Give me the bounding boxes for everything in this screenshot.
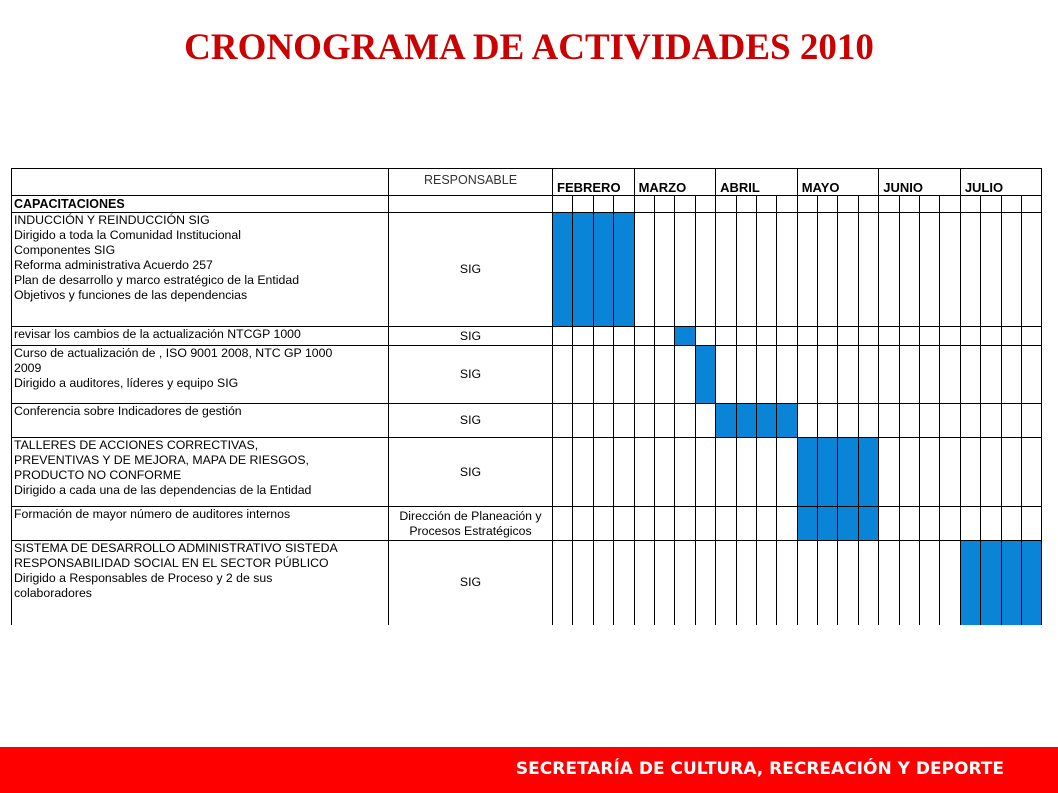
week-cell xyxy=(654,213,674,327)
week-cell xyxy=(756,213,776,327)
week-cell xyxy=(1021,507,1041,541)
activity-line: Dirigido a cada una de las dependencias de la Entidad xyxy=(14,483,312,497)
week-cell xyxy=(654,327,674,346)
week-cell xyxy=(940,404,960,438)
week-cell xyxy=(675,404,695,438)
week-cell xyxy=(899,541,919,625)
month-header-3: ABRIL xyxy=(716,169,798,196)
week-cell-active xyxy=(838,438,858,507)
week-cell xyxy=(695,438,715,507)
week-cell xyxy=(960,213,980,327)
week-cell xyxy=(879,327,899,346)
activity-cell xyxy=(12,213,389,327)
footer-bar xyxy=(0,747,1058,793)
week-cell xyxy=(716,196,736,213)
week-cell xyxy=(777,541,797,625)
week-cell xyxy=(614,196,634,213)
week-cell xyxy=(614,404,634,438)
week-cell-active xyxy=(858,438,878,507)
week-cell-active xyxy=(838,507,858,541)
activity-line: Dirigido a auditores, líderes y equipo SIG xyxy=(14,376,239,390)
week-cell xyxy=(1021,346,1041,404)
week-cell xyxy=(1001,404,1021,438)
week-cell xyxy=(838,213,858,327)
month-header-4: MAYO xyxy=(797,169,879,196)
activity-row xyxy=(12,346,1042,404)
week-cell xyxy=(553,346,573,404)
section-row xyxy=(12,196,1042,213)
week-cell xyxy=(654,346,674,404)
week-cell-active xyxy=(858,507,878,541)
week-cell xyxy=(879,541,899,625)
activity-line: PRODUCTO NO CONFORME xyxy=(14,468,182,482)
week-cell xyxy=(716,541,736,625)
section-responsible-cell xyxy=(389,196,553,213)
week-cell xyxy=(818,541,838,625)
week-cell xyxy=(736,541,756,625)
week-cell xyxy=(858,327,878,346)
week-cell xyxy=(899,327,919,346)
week-cell xyxy=(553,327,573,346)
header-row xyxy=(12,169,1042,196)
week-cell xyxy=(879,507,899,541)
week-cell xyxy=(593,196,613,213)
responsible-line: Procesos Estratégicos xyxy=(409,523,532,538)
week-cell xyxy=(695,213,715,327)
week-cell xyxy=(756,438,776,507)
week-cell xyxy=(675,541,695,625)
responsible-line: Dirección de Planeación y xyxy=(399,508,542,523)
week-cell xyxy=(573,404,593,438)
week-cell xyxy=(634,327,654,346)
activity-line: PREVENTIVAS Y DE MEJORA, MAPA DE RIESGOS, xyxy=(14,453,309,467)
week-cell xyxy=(593,438,613,507)
week-cell xyxy=(553,404,573,438)
week-cell xyxy=(614,346,634,404)
week-cell xyxy=(736,346,756,404)
week-cell xyxy=(1021,213,1041,327)
week-cell xyxy=(797,196,817,213)
week-cell xyxy=(634,507,654,541)
activity-row xyxy=(12,213,1042,327)
week-cell xyxy=(573,327,593,346)
week-cell xyxy=(797,346,817,404)
week-cell xyxy=(818,404,838,438)
week-cell xyxy=(736,438,756,507)
activity-cell xyxy=(12,507,389,541)
week-cell xyxy=(614,541,634,625)
activity-row xyxy=(12,327,1042,346)
week-cell xyxy=(1001,346,1021,404)
week-cell xyxy=(899,404,919,438)
activity-line: Conferencia sobre Indicadores de gestión xyxy=(14,404,242,418)
week-cell-active xyxy=(981,541,1001,625)
week-cell xyxy=(940,196,960,213)
week-cell xyxy=(940,346,960,404)
week-cell-active xyxy=(593,213,613,327)
week-cell xyxy=(756,327,776,346)
week-cell xyxy=(634,196,654,213)
week-cell xyxy=(818,213,838,327)
week-cell xyxy=(920,213,940,327)
footer-text: SECRETARÍA DE CULTURA, RECREACIÓN Y DEPORTE xyxy=(515,759,1004,779)
week-cell-active xyxy=(1001,541,1021,625)
week-cell xyxy=(858,213,878,327)
week-cell xyxy=(654,196,674,213)
week-cell xyxy=(960,438,980,507)
week-cell xyxy=(756,346,776,404)
week-cell xyxy=(553,438,573,507)
week-cell xyxy=(593,507,613,541)
week-cell xyxy=(858,404,878,438)
week-cell xyxy=(716,327,736,346)
week-cell xyxy=(960,507,980,541)
week-cell xyxy=(716,213,736,327)
activity-line: Curso de actualización de , ISO 9001 2008, NTC GP 1000 xyxy=(14,346,333,360)
week-cell xyxy=(960,346,980,404)
week-cell xyxy=(695,404,715,438)
week-cell-active xyxy=(960,541,980,625)
activity-line: Plan de desarrollo y marco estratégico de la Entidad xyxy=(14,273,300,287)
week-cell xyxy=(838,346,858,404)
week-cell xyxy=(614,327,634,346)
week-cell xyxy=(675,213,695,327)
week-cell xyxy=(756,507,776,541)
week-cell xyxy=(614,438,634,507)
week-cell xyxy=(920,346,940,404)
week-cell xyxy=(797,541,817,625)
activity-line: Formación de mayor número de auditores internos xyxy=(14,507,291,521)
week-cell xyxy=(1001,507,1021,541)
activity-line: colaboradores xyxy=(14,586,92,600)
week-cell xyxy=(695,541,715,625)
week-cell xyxy=(777,438,797,507)
week-cell xyxy=(981,327,1001,346)
activity-line: revisar los cambios de la actualización NTCGP 1000 xyxy=(14,327,301,341)
week-cell-active xyxy=(614,213,634,327)
activity-line: Reforma administrativa Acuerdo 257 xyxy=(14,258,213,272)
week-cell-active xyxy=(736,404,756,438)
responsible-cell: SIG xyxy=(389,404,553,438)
week-cell xyxy=(879,213,899,327)
activity-line: INDUCCIÓN Y REINDUCCIÓN SIG xyxy=(14,213,210,227)
page-title: CRONOGRAMA DE ACTIVIDADES 2010 xyxy=(184,27,874,68)
week-cell xyxy=(879,196,899,213)
week-cell xyxy=(940,213,960,327)
week-cell xyxy=(797,327,817,346)
activity-line: Dirigido a toda la Comunidad Institucional xyxy=(14,228,241,242)
week-cell xyxy=(716,346,736,404)
week-cell-active xyxy=(777,404,797,438)
week-cell xyxy=(858,346,878,404)
week-cell xyxy=(899,196,919,213)
week-cell xyxy=(675,507,695,541)
header-activity-cell xyxy=(12,169,389,196)
activity-row xyxy=(12,438,1042,507)
week-cell xyxy=(614,507,634,541)
responsible-cell: SIG xyxy=(389,346,553,404)
week-cell xyxy=(838,404,858,438)
activity-line: Componentes SIG xyxy=(14,243,116,257)
week-cell xyxy=(654,541,674,625)
week-cell xyxy=(1021,327,1041,346)
week-cell xyxy=(879,438,899,507)
week-cell xyxy=(573,507,593,541)
week-cell-active xyxy=(553,213,573,327)
week-cell xyxy=(920,507,940,541)
week-cell xyxy=(777,196,797,213)
week-cell xyxy=(553,507,573,541)
week-cell xyxy=(879,404,899,438)
week-cell xyxy=(920,541,940,625)
week-cell xyxy=(797,213,817,327)
week-cell-active xyxy=(756,404,776,438)
week-cell xyxy=(818,196,838,213)
week-cell xyxy=(573,438,593,507)
activity-line: SISTEMA DE DESARROLLO ADMINISTRATIVO SISTEDA xyxy=(14,541,338,555)
week-cell xyxy=(1001,327,1021,346)
section-title: CAPACITACIONES xyxy=(12,196,389,213)
week-cell xyxy=(981,196,1001,213)
week-cell-active xyxy=(695,346,715,404)
responsible-cell: SIG xyxy=(389,438,553,507)
week-cell xyxy=(634,404,654,438)
week-cell xyxy=(634,438,654,507)
week-cell-active xyxy=(675,327,695,346)
activity-line: 2009 xyxy=(14,361,42,375)
week-cell xyxy=(654,404,674,438)
week-cell xyxy=(818,327,838,346)
activity-row xyxy=(12,541,1042,625)
week-cell xyxy=(573,541,593,625)
activity-cell xyxy=(12,541,389,625)
week-cell xyxy=(981,507,1001,541)
schedule-table xyxy=(11,168,1042,625)
week-cell xyxy=(736,327,756,346)
month-header-5: JUNIO xyxy=(879,169,961,196)
week-cell xyxy=(634,346,654,404)
week-cell xyxy=(1001,438,1021,507)
week-cell xyxy=(920,196,940,213)
week-cell xyxy=(981,438,1001,507)
week-cell xyxy=(981,346,1001,404)
activity-cell xyxy=(12,438,389,507)
week-cell xyxy=(981,404,1001,438)
week-cell xyxy=(675,438,695,507)
week-cell xyxy=(695,327,715,346)
week-cell xyxy=(675,196,695,213)
week-cell xyxy=(1021,438,1041,507)
month-header-6: JULIO xyxy=(960,169,1042,196)
week-cell xyxy=(736,196,756,213)
week-cell xyxy=(777,213,797,327)
week-cell xyxy=(716,438,736,507)
week-cell xyxy=(1001,196,1021,213)
week-cell xyxy=(1021,404,1041,438)
week-cell xyxy=(593,346,613,404)
week-cell xyxy=(553,541,573,625)
week-cell-active xyxy=(573,213,593,327)
week-cell xyxy=(695,507,715,541)
week-cell xyxy=(920,327,940,346)
responsible-cell: SIG xyxy=(389,541,553,625)
week-cell xyxy=(981,213,1001,327)
week-cell xyxy=(573,196,593,213)
week-cell xyxy=(777,327,797,346)
activity-line: TALLERES DE ACCIONES CORRECTIVAS, xyxy=(14,438,259,452)
responsible-cell: SIG xyxy=(389,213,553,327)
activity-cell xyxy=(12,404,389,438)
week-cell xyxy=(920,404,940,438)
month-header-2: MARZO xyxy=(634,169,716,196)
responsible-cell xyxy=(389,507,553,541)
activity-cell xyxy=(12,346,389,404)
week-cell xyxy=(756,541,776,625)
week-cell xyxy=(736,507,756,541)
week-cell xyxy=(899,346,919,404)
activity-line: RESPONSABILIDAD SOCIAL EN EL SECTOR PÚBLICO xyxy=(14,556,329,570)
week-cell xyxy=(695,196,715,213)
responsible-cell: SIG xyxy=(389,327,553,346)
week-cell-active xyxy=(797,507,817,541)
activity-line: Objetivos y funciones de las dependencias xyxy=(14,288,248,302)
week-cell xyxy=(940,438,960,507)
week-cell xyxy=(1001,213,1021,327)
week-cell xyxy=(858,541,878,625)
week-cell xyxy=(654,507,674,541)
week-cell xyxy=(899,438,919,507)
week-cell xyxy=(675,346,695,404)
week-cell xyxy=(553,196,573,213)
week-cell xyxy=(920,438,940,507)
week-cell-active xyxy=(818,507,838,541)
week-cell xyxy=(858,196,878,213)
activity-line: Dirigido a Responsables de Proceso y 2 de sus xyxy=(14,571,273,585)
week-cell xyxy=(940,541,960,625)
week-cell xyxy=(593,541,613,625)
week-cell xyxy=(797,404,817,438)
week-cell xyxy=(940,327,960,346)
week-cell xyxy=(634,213,654,327)
week-cell-active xyxy=(716,404,736,438)
week-cell xyxy=(593,327,613,346)
week-cell xyxy=(654,438,674,507)
week-cell xyxy=(716,507,736,541)
week-cell-active xyxy=(818,438,838,507)
week-cell xyxy=(838,327,858,346)
week-cell xyxy=(899,507,919,541)
week-cell xyxy=(879,346,899,404)
responsible-header: RESPONSABLE xyxy=(389,169,553,196)
week-cell xyxy=(756,196,776,213)
week-cell xyxy=(777,346,797,404)
week-cell xyxy=(960,196,980,213)
week-cell xyxy=(960,404,980,438)
week-cell xyxy=(960,327,980,346)
activity-row xyxy=(12,507,1042,541)
week-cell-active xyxy=(797,438,817,507)
week-cell xyxy=(838,196,858,213)
month-header-1: FEBRERO xyxy=(553,169,635,196)
week-cell-active xyxy=(1021,541,1041,625)
week-cell xyxy=(818,346,838,404)
week-cell xyxy=(777,507,797,541)
week-cell xyxy=(573,346,593,404)
activity-cell xyxy=(12,327,389,346)
week-cell xyxy=(838,541,858,625)
week-cell xyxy=(940,507,960,541)
week-cell xyxy=(1021,196,1041,213)
activity-row xyxy=(12,404,1042,438)
week-cell xyxy=(634,541,654,625)
week-cell xyxy=(899,213,919,327)
week-cell xyxy=(736,213,756,327)
week-cell xyxy=(593,404,613,438)
